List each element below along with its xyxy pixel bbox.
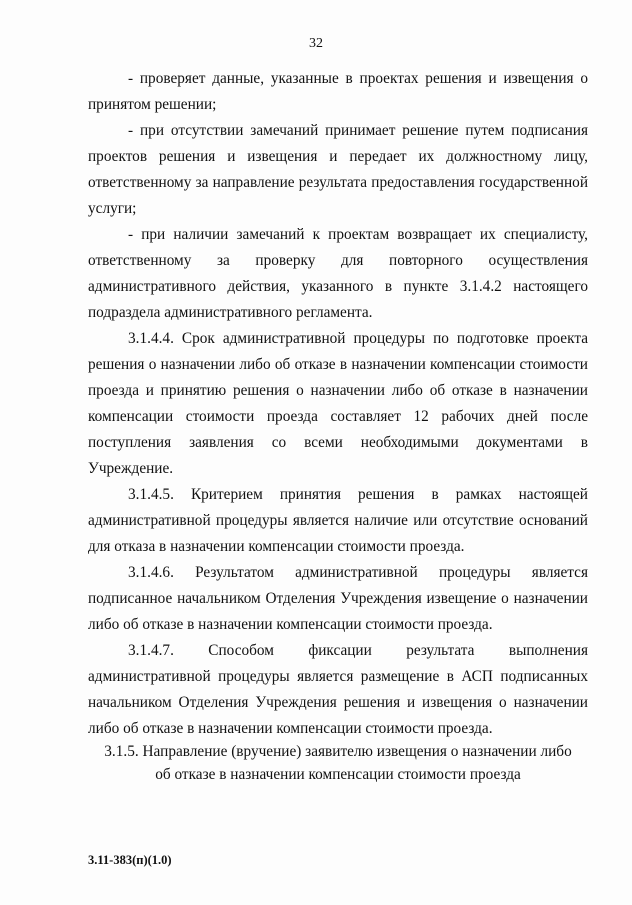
paragraph-3-1-4-5: 3.1.4.5. Критерием принятия решения в рамках настоящей административной процедуры является наличие или отсутствие оснований для отказа в назначении компенсации стоимости проезда. bbox=[88, 486, 588, 555]
paragraph-no-remarks: - при отсутствии замечаний принимает решение путем подписания проектов решения и извещения и передает их должностному лицу, ответственному за направление результата предоставления государственной услуги; bbox=[88, 122, 588, 217]
paragraph-3-1-4-4: 3.1.4.4. Срок административной процедуры по подготовке проекта решения о назначении либо об отказе в назначении компенсации стоимости проезда и принятию решения о назначении либо об отказе в назначении компенсации стоимости проезда составляет 12 рабочих дней после поступления заявления со всеми необходимыми документами в Учреждение. bbox=[88, 330, 588, 477]
document-code: 3.11-383(п)(1.0) bbox=[88, 853, 172, 867]
section-heading-line-1: 3.1.5. Направление (вручение) заявителю извещения о назначении либо bbox=[104, 743, 572, 760]
document-body bbox=[88, 66, 588, 742]
paragraph-with-remarks: - при наличии замечаний к проектам возвращает их специалисту, ответственному за проверку для повторного осуществления административного действия, указанного в пункте 3.1.4.2 настоящего подраздела административного регламента. bbox=[88, 226, 588, 321]
page-number: 32 bbox=[309, 36, 323, 51]
paragraph-check-data: - проверяет данные, указанные в проектах решения и извещения о принятом решении; bbox=[88, 70, 588, 113]
section-heading-line-2: об отказе в назначении компенсации стоимости проезда bbox=[155, 766, 521, 783]
paragraph-3-1-4-6: 3.1.4.6. Результатом административной процедуры является подписанное начальником Отделения Учреждения извещение о назначении либо об отказе в назначении компенсации стоимости проезда. bbox=[88, 564, 588, 633]
paragraph-3-1-4-7: 3.1.4.7. Способом фиксации результата выполнения административной процедуры является размещение в АСП подписанных начальником Отделения Учреждения решения и извещения о назначении либо об отказе в назначении компенсации стоимости проезда. bbox=[88, 642, 588, 737]
section-heading-3-1-5 bbox=[88, 740, 588, 786]
